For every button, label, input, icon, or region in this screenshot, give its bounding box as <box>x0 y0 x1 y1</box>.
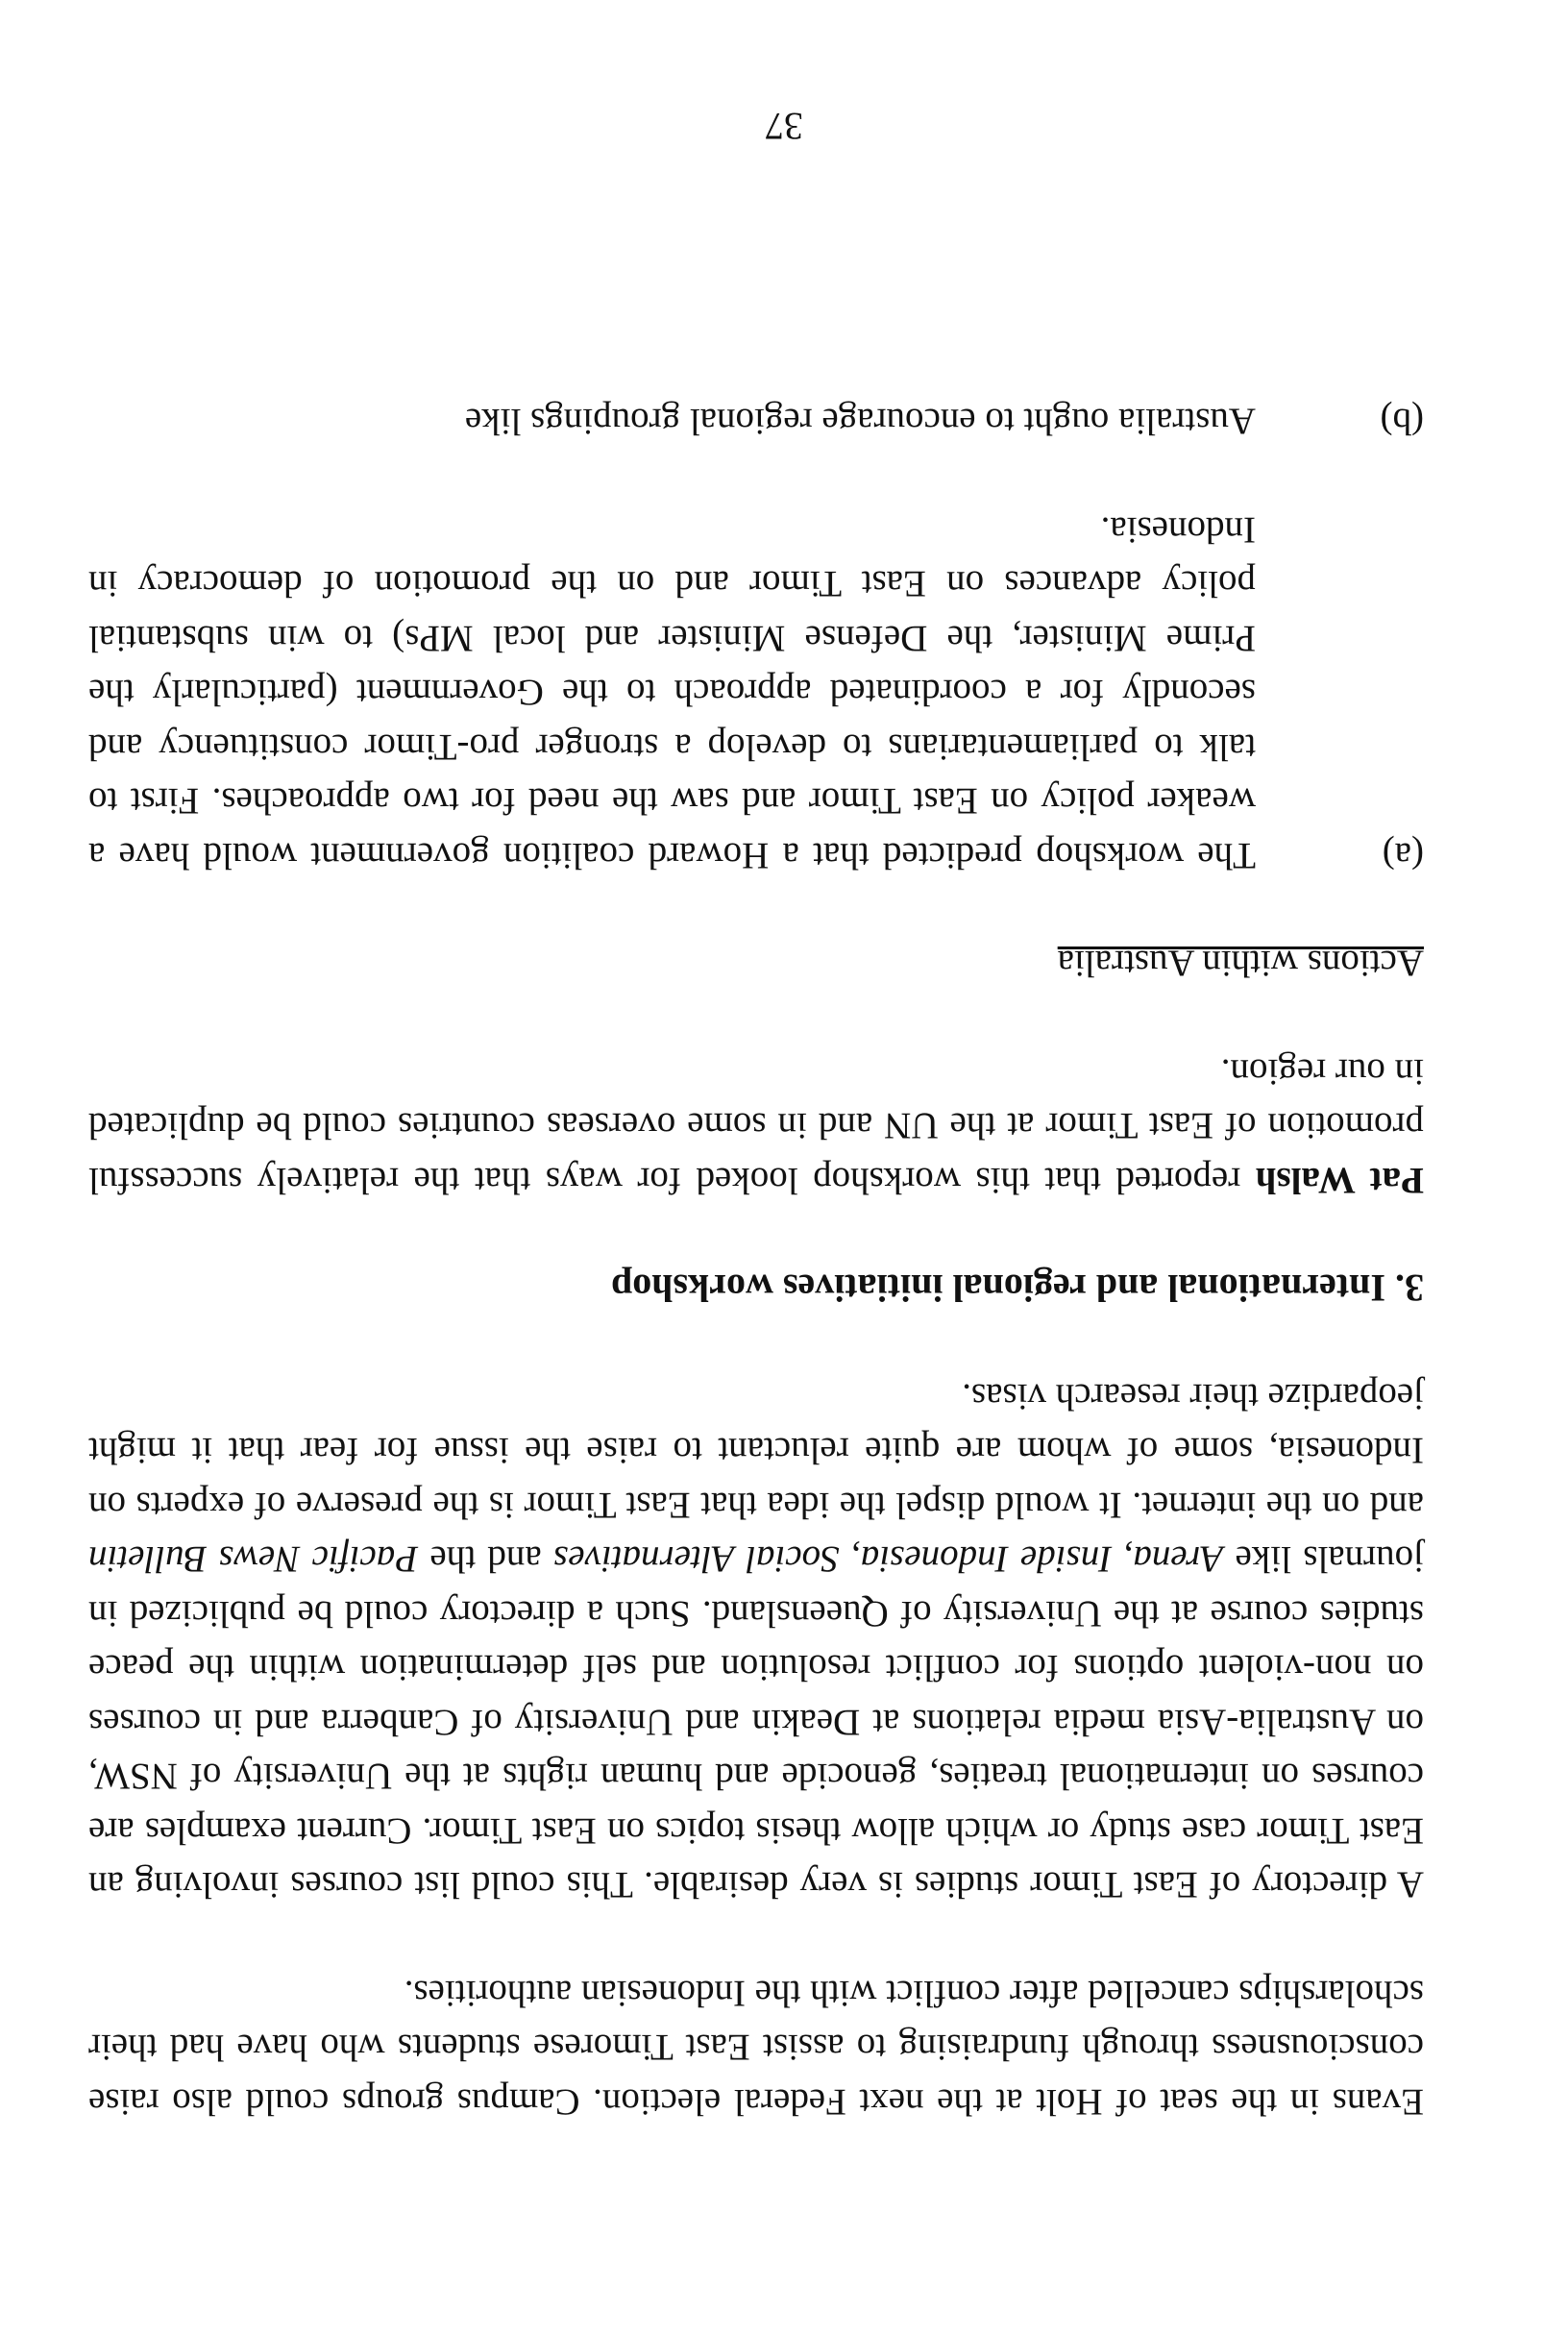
paragraph-workshop-report-text: reported that this workshop looked for ways that the relatively successful promotion of East Timor at the UN and in some overseas countries could be duplicated in our region. <box>87 1051 1424 1201</box>
list-item-label: (a) <box>1382 835 1424 876</box>
journal-inside-indonesia: Inside Indonesia <box>860 1538 1113 1581</box>
paragraph-gap <box>88 991 1424 1045</box>
separator: and the <box>418 1538 554 1581</box>
separator: , <box>1112 1538 1134 1581</box>
list-item-text: The workshop predicted that a Howard coalition government would have a weaker policy on East Timor and saw the need for two approaches. First to talk to parliamentarians to develop a stronger pro-Timor constituency and secondly for a coordinated approach to the Government (particularly the Prime Minister, the Defense Minister and local MPs) to win substantial policy advances on East Timor and on the promotion of democracy in Indonesia. <box>88 509 1256 876</box>
paragraph-directory-text-1: A directory of East Timor studies is very desirable. This could list courses involving an East Timor case study or which allow thesis topics on East Timor. Current examples are courses on international treaties, genocide and human rights at the University of NSW, on Australia-Asia media relations at Deakin and University of Canberra and in courses on non-violent options for conflict resolution and self determination within the peace studies course at the University of Queensland. Such a directory could be publicized in journals like <box>88 1538 1424 1906</box>
journal-pacific-news-bulletin: Pacific News Bulletin <box>87 1538 419 1581</box>
list-item-text: Australia ought to encourage regional groupings like <box>464 401 1256 443</box>
paragraph-directory <box>88 1369 1424 1912</box>
paragraph-gap <box>88 449 1424 503</box>
paragraph-gap <box>88 882 1424 936</box>
speaker-name: Pat Walsh <box>1255 1160 1424 1201</box>
list-item-label: (b) <box>1380 401 1424 443</box>
list-item-a <box>88 503 1424 883</box>
paragraph-gap <box>88 1207 1424 1261</box>
journal-social-alternatives: Social Alternatives <box>553 1538 840 1581</box>
separator: , <box>839 1538 861 1581</box>
page-number: 37 <box>765 105 803 148</box>
list-item-b <box>88 394 1424 449</box>
paragraph-workshop-report <box>88 1045 1424 1208</box>
journal-arena: Arena <box>1133 1538 1224 1581</box>
paragraph-holt-election: Evans in the seat of Holt at the next Federal election. Campus groups could also raise consciousness through fundraising to assist East Timorese students who have had their scholarships cancelled after conflict with the Indonesian authorities. <box>88 1973 1424 2123</box>
paragraph-directory-text-2: and on the internet. It would dispel the idea that East Timor is the preserve of experts on Indonesia, some of whom are quite reluctant to raise the issue for fear that it might jeopardize their research visas. <box>88 1376 1424 1526</box>
paragraph-gap <box>88 1912 1424 1966</box>
subheading-actions: Actions within Australia <box>1057 943 1424 985</box>
paragraph-gap <box>88 1315 1424 1369</box>
page-content <box>88 394 1424 2128</box>
section-heading: 3. International and regional initiatives workshop <box>610 1266 1424 1311</box>
